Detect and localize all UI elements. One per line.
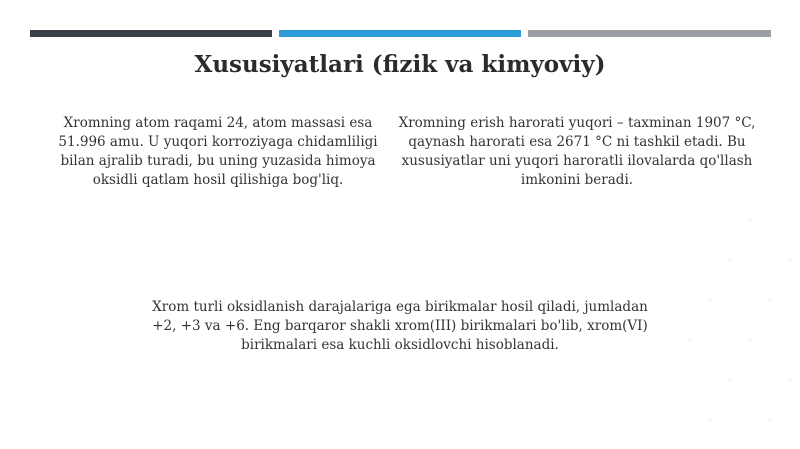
header-bar-dark bbox=[30, 30, 272, 37]
header-bar-gray bbox=[528, 30, 771, 37]
slide-title: Xususiyatlari (fizik va kimyoviy) bbox=[194, 51, 606, 78]
paragraph-right: Xromning erish harorati yuqori – taxminan 1907 °C, qaynash harorati esa 2671 °C ni tashkil etadi. Bu xususiyatlar uni yuqori haroratli ilovalarda qo'llash imkonini beradi. bbox=[398, 115, 756, 188]
paragraph-bottom: Xrom turli oksidlanish darajalariga ega birikmalar hosil qiladi, jumladan +2, +3 va +6. Eng barqaror shakli xrom(III) birikmalari bo'lib, xrom(VI) birikmalari esa kuchli oksidlovchi hisoblanadi. bbox=[152, 299, 648, 353]
paragraph-left: Xromning atom raqami 24, atom massasi esa 51.996 amu. U yuqori korroziyaga chidamliligi bilan ajralib turadi, bu uning yuzasida himoya oksidli qatlam hosil qilishiga bog'liq. bbox=[58, 115, 378, 188]
header-bar-blue bbox=[279, 30, 521, 37]
